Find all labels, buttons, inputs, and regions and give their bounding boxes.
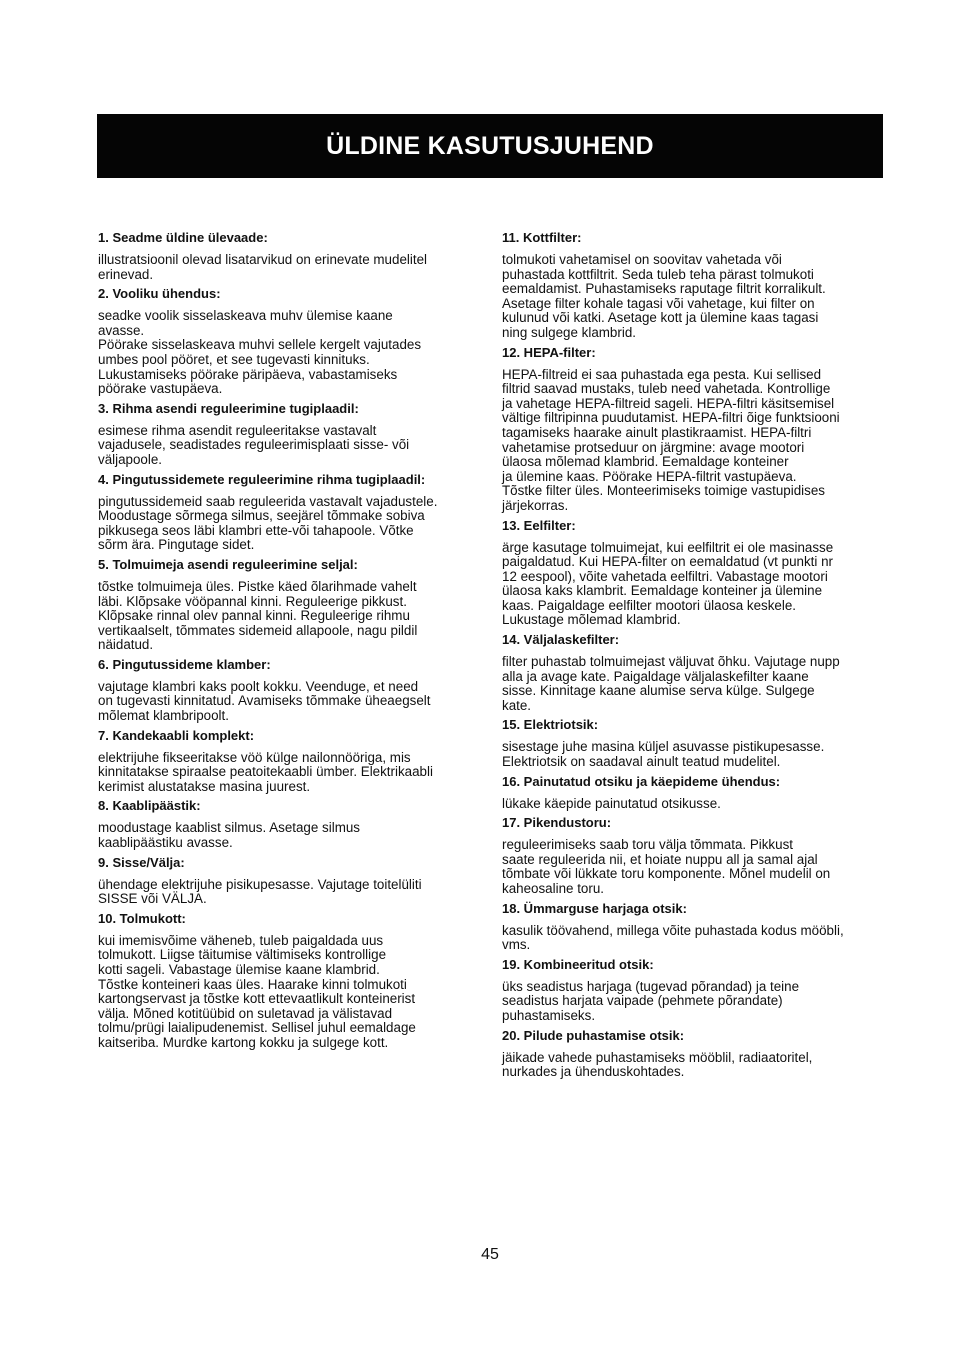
section-14 — [502, 632, 885, 713]
section-heading: 11. Kottfilter: — [502, 230, 582, 245]
section-heading: 18. Ümmarguse harjaga otsik: — [502, 900, 687, 916]
section-heading: 2. Vooliku ühendus: — [98, 286, 221, 302]
section-text: HEPA-filtreid ei saa puhastada ega pesta. Kui sellised filtrid saavad mustaks, tuleb need vahetada. Kontrollige ja vahetage HEPA-filtreid sageli. HEPA-filtri käsitsemisel vältige filtripinna puudutamist. HEPA-filtri õige funktsiooni tagamiseks haarake ainult plastikraamist. HEPA-filtri vahetamise protseduur on järgmine: avage mootori ülaosa mõlemad klambrid. Eemaldage konteiner ja ülemine kaas. Pöörake HEPA-filtrit vastupäeva. Tõstke filter üles. Monteerimiseks toimige vastupidises järjekorras. — [502, 366, 840, 513]
section-11 — [502, 230, 885, 341]
section-text: reguleerimiseks saab toru välja tõmmata. Pikkust saate reguleerida nii, et hoiate nuppu all ja samal ajal tõmbate või lükkate toru komponente. Mõnel mudelil on kaheosaline toru. — [502, 837, 831, 896]
section-3 — [98, 401, 481, 468]
section-heading: 12. HEPA-filter: — [502, 344, 596, 360]
section-heading: 19. Kombineeritud otsik: — [502, 956, 654, 972]
section-6 — [98, 657, 481, 724]
section-heading: 7. Kandekaabli komplekt: — [98, 727, 255, 743]
section-12 — [502, 345, 885, 514]
section-5 — [98, 557, 481, 653]
section-text: tõstke tolmuimeja üles. Pistke käed õlarihmade vahelt läbi. Klõpsake vööpannal kinni. Reguleerige pikkust. Klõpsake rinnal olev pannal kinni. Reguleerige rihmu vertikaalselt, tõmmates sidemeid allapoole, nagu pildil näidatud. — [98, 578, 418, 653]
section-4 — [98, 472, 481, 553]
section-text: jäikade vahede puhastamiseks mööblil, radiaatoritel, nurkades ja ühenduskohtades. — [502, 1049, 813, 1080]
section-heading: 15. Elektriotsik: — [502, 717, 599, 733]
section-2 — [98, 286, 481, 397]
right-column — [502, 230, 885, 1084]
section-text: kasulik töövahend, millega võite puhastada kodus mööbli, vms. — [502, 922, 844, 953]
section-heading: 9. Sisse/Välja: — [98, 854, 185, 870]
section-heading: 14. Väljalaskefilter: — [502, 632, 620, 648]
section-heading: 8. Kaablipäästik: — [98, 798, 201, 814]
section-heading: 3. Rihma asendi reguleerimine tugiplaadil: — [98, 400, 359, 416]
section-15 — [502, 717, 885, 769]
section-heading: 10. Tolmukott: — [98, 910, 186, 926]
section-heading: 13. Eelfilter: — [502, 517, 576, 533]
section-heading: 6. Pingutussideme klamber: — [98, 656, 271, 672]
page-number: 45 — [481, 1246, 499, 1263]
section-19 — [502, 957, 885, 1024]
section-text: esimese rihma asendit reguleeritakse vastavalt vajadusele, seadistades reguleerimisplaati sisse- või väljapoole. — [98, 422, 410, 467]
section-9 — [98, 855, 481, 907]
section-text: üks seadistus harjaga (tugevad põrandad) ja teine seadistus harjata vaipade (pehmete põrandate) puhastamiseks. — [502, 978, 800, 1023]
section-8 — [98, 798, 481, 850]
section-1 — [98, 230, 481, 282]
left-column — [98, 230, 481, 1055]
section-heading: 20. Pilude puhastamise otsik: — [502, 1027, 685, 1043]
section-text: illustratsioonil olevad lisatarvikud on erinevate mudelitel erinevad. — [98, 252, 427, 282]
section-heading: 1. Seadme üldine ülevaade: — [98, 230, 268, 245]
page-title: ÜLDINE KASUTUSJUHEND — [326, 131, 654, 160]
section-text: tolmukoti vahetamisel on soovitav vahetada või puhastada kottfiltrit. Seda tuleb teha pärast tolmukoti eemaldamist. Puhastamiseks raputage filtrit korralikult. Asetage filter kohale tagasi või vahetage, kui filter on kulunud või katki. Asetage kott ja ülemine kaas tagasi ning sulgege klambrid. — [502, 252, 826, 340]
section-heading: 16. Painutatud otsiku ja käepideme ühendus: — [502, 773, 781, 789]
title-banner — [97, 114, 883, 178]
section-text: kui imemisvõime väheneb, tuleb paigaldada uus tolmukott. Liigse täitumise vältimiseks kontrollige kotti sageli. Vabastage ülemise kaane klambrid. Tõstke konteineri kaas üles. Haarake kinni tolmukoti kartongservast ja tõstke kott ettevaatlikult konteinerist välja. Mõned kotitüübid on suletavad ja välistavad tolmu/prügi laialipudenemist. Sellisel juhul eemaldage kaitseriba. Murdke kartong kokku ja sulgege kott. — [98, 932, 416, 1050]
section-text: moodustage kaablist silmus. Asetage silmus kaablipäästiku avasse. — [98, 820, 360, 851]
section-text: seadke voolik sisselaskeava muhv ülemise kaane avasse. Pöörake sisselaskeava muhvi sellele kergelt vajutades umbes pool pööret, et see tugevasti kinnituks. Lukustamiseks pöörake päripäeva, vabastamiseks pöörake vastupäeva. — [98, 308, 422, 397]
section-20 — [502, 1028, 885, 1080]
section-18 — [502, 901, 885, 953]
section-13 — [502, 518, 885, 629]
section-heading: 4. Pingutussidemete reguleerimine rihma tugiplaadil: — [98, 471, 426, 487]
section-text: ühendage elektrijuhe pisikupesasse. Vajutage toitelüliti SISSE või VÄLJA. — [98, 876, 422, 907]
section-heading: 5. Tolmuimeja asendi reguleerimine seljal: — [98, 556, 358, 572]
section-text: filter puhastab tolmuimejast väljuvat õhku. Vajutage nupp alla ja avage kate. Paigaldage väljalaskefilter kaane sisse. Kinnitage kaane alumise serva külge. Sulgege kate. — [502, 654, 840, 713]
section-text: lükake käepide painutatud otsikusse. — [502, 795, 721, 811]
section-17 — [502, 815, 885, 896]
section-text: elektrijuhe fikseeritakse vöö külge nailonnööriga, mis kinnitatakse spiraalse peatoitekaabli ümber. Elektrikaabli kerimist alustatakse masina juurest. — [98, 749, 433, 794]
section-text: pingutussidemeid saab reguleerida vastavalt vajadustele. Moodustage sõrmega silmus, seejärel tõmmake sobiva pikkusega seos läbi klambri ette-või tahapoole. Võtke sõrm ära. Pingutage sidet. — [98, 493, 438, 553]
section-text: vajutage klambri kaks poolt kokku. Veenduge, et need on tugevasti kinnitatud. Avamiseks tõmmake üheaegselt mõlemat klambripoolt. — [98, 678, 431, 724]
section-heading: 17. Pikendustoru: — [502, 815, 612, 831]
section-16 — [502, 774, 885, 812]
section-10 — [98, 911, 481, 1051]
section-text: ärge kasutage tolmuimejat, kui eelfiltrit ei ole masinasse paigaldatud. Kui HEPA-filter on eemaldatud (vt punkti nr 12 eespool), võite vahetada eelfiltri. Vabastage mootori ülaosa kaks klambrit. Eemaldage konteiner ja ülemine kaas. Paigaldage eelfilter mootori ülaosa keskele. Lukustage mõlemad klambrid. — [502, 539, 834, 628]
section-7 — [98, 728, 481, 795]
section-text: sisestage juhe masina küljel asuvasse pistikupesasse. Elektriotsik on saadaval ainult teatud mudelitel. — [502, 739, 825, 770]
